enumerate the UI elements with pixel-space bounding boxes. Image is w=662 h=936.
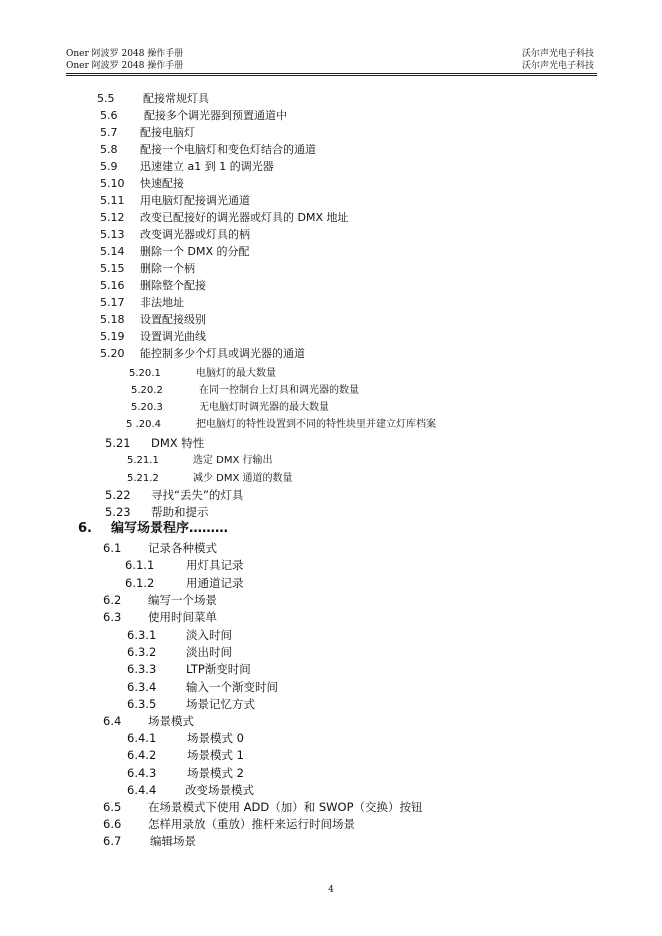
toc-entry-title: 删除一个 DMX 的分配 <box>140 245 250 258</box>
toc-entry-title: 设置调光曲线 <box>140 330 206 343</box>
toc-entry-number: 5.20.2 <box>131 385 163 396</box>
header-title: Oner 阿波罗 2048 操作手册 <box>66 61 184 71</box>
toc-entry-title: 配接多个调光器到预置通道中 <box>144 109 287 122</box>
toc-entry-title: 快速配接 <box>140 177 184 190</box>
header-title: Oner 阿波罗 2048 操作手册 <box>66 49 184 59</box>
toc-entry-number: 5.15 <box>100 262 125 275</box>
toc-entry-title: 无电脑灯时调光器的最大数量 <box>199 402 329 413</box>
toc-entry-number: 6.4.4 <box>127 783 157 797</box>
toc-entry-number: 5.12 <box>100 211 125 224</box>
toc-entry-title: 选定 DMX 行输出 <box>193 455 273 466</box>
toc-entry-number: 6.3.4 <box>127 680 157 694</box>
toc-entry-number: 6.6 <box>103 817 122 831</box>
toc-entry-title: 场景模式 2 <box>187 766 244 780</box>
toc-entry-title: 配接电脑灯 <box>140 126 195 139</box>
toc-entry-title: 场景模式 1 <box>187 748 244 762</box>
toc-entry-number: 5.17 <box>100 296 125 309</box>
toc-entry-title: 用电脑灯配接调光通道 <box>140 194 250 207</box>
toc-entry-title: 用灯具记录 <box>186 558 244 572</box>
toc-entry-title: 编辑场景 <box>150 834 196 848</box>
toc-entry-title: 把电脑灯的特性设置到不同的特性块里并建立灯库档案 <box>196 419 436 430</box>
page-number: 4 <box>328 885 334 895</box>
toc-entry-number: 5.20.3 <box>131 402 163 413</box>
toc-entry-title: 在同一控制台上灯具和调光器的数量 <box>199 385 359 396</box>
toc-entry-number: 6.2 <box>103 593 122 607</box>
toc-entry-title: 改变调光器或灯具的柄 <box>140 228 250 241</box>
toc-entry-title: 非法地址 <box>140 296 184 309</box>
toc-entry-title: 改变场景模式 <box>185 783 254 797</box>
toc-entry-number: 5.11 <box>100 194 125 207</box>
toc-entry-number: 6. <box>78 521 92 536</box>
toc-entry-number: 6.3.3 <box>127 662 157 676</box>
toc-entry-number: 5.5 <box>97 92 115 105</box>
toc-entry-number: 5.13 <box>100 228 125 241</box>
toc-entry-title: 编写一个场景 <box>148 593 217 607</box>
toc-entry-number: 6.4.1 <box>127 731 157 745</box>
toc-entry-title: 能控制多少个灯具或调光器的通道 <box>140 347 305 360</box>
toc-entry-number: 6.4.3 <box>127 766 157 780</box>
toc-entry-title: 用通道记录 <box>186 576 244 590</box>
toc-entry-number: 5.6 <box>100 109 118 122</box>
toc-entry-number: 6.3 <box>103 610 122 624</box>
toc-entry-title: 电脑灯的最大数量 <box>196 368 276 379</box>
toc-entry-number: 5.21 <box>105 436 131 450</box>
toc-entry-number: 5.21.1 <box>127 455 159 466</box>
toc-entry-number: 5.20 <box>100 347 125 360</box>
toc-entry-title: 寻找“丢失”的灯具 <box>151 488 244 502</box>
toc-entry-number: 5.20.1 <box>129 368 161 379</box>
toc-entry-number: 5.14 <box>100 245 125 258</box>
toc-entry-number: 5 .20.4 <box>126 419 161 430</box>
toc-entry-number: 5.7 <box>100 126 118 139</box>
toc-entry-number: 5.16 <box>100 279 125 292</box>
toc-entry-number: 5.10 <box>100 177 125 190</box>
toc-entry-number: 6.3.5 <box>127 697 157 711</box>
toc-entry-number: 6.5 <box>103 800 122 814</box>
toc-entry-number: 6.1.2 <box>125 576 155 590</box>
toc-entry-number: 5.22 <box>105 488 131 502</box>
toc-entry-title: 淡入时间 <box>186 628 232 642</box>
toc-entry-title: 怎样用录放（重放）推杆来运行时间场景 <box>148 817 355 831</box>
toc-entry-title: LTP渐变时间 <box>186 662 251 676</box>
header-company: 沃尔声光电子科技 <box>521 61 594 71</box>
toc-entry-title: 帮助和提示 <box>151 505 209 519</box>
toc-entry-title: 使用时间菜单 <box>148 610 217 624</box>
toc-entry-title: 淡出时间 <box>186 645 232 659</box>
header-company: 沃尔声光电子科技 <box>521 49 594 59</box>
toc-entry-title: 删除一个柄 <box>140 262 195 275</box>
toc-entry-number: 5.9 <box>100 160 118 173</box>
toc-entry-title: 输入一个渐变时间 <box>186 680 278 694</box>
toc-entry-title: 改变已配接好的调光器或灯具的 DMX 地址 <box>140 211 349 224</box>
toc-entry-number: 5.21.2 <box>127 473 159 484</box>
toc-entry-title: 减少 DMX 通道的数量 <box>193 473 293 484</box>
toc-entry-title: 配接常规灯具 <box>143 92 209 105</box>
toc-entry-title: DMX 特性 <box>151 436 205 450</box>
toc-entry-title: 迅速建立 a1 到 1 的调光器 <box>140 160 274 173</box>
toc-entry-title: 记录各种模式 <box>148 541 217 555</box>
toc-entry-number: 5.23 <box>105 505 131 519</box>
toc-entry-number: 6.4 <box>103 714 122 728</box>
toc-entry-number: 6.1.1 <box>125 558 155 572</box>
toc-entry-title: 设置配接级别 <box>140 313 206 326</box>
toc-entry-number: 5.18 <box>100 313 125 326</box>
toc-entry-number: 6.3.2 <box>127 645 157 659</box>
toc-entry-number: 5.19 <box>100 330 125 343</box>
toc-entry-title: 编写场景程序……… <box>111 521 229 536</box>
toc-entry-title: 场景模式 <box>148 714 194 728</box>
toc-entry-number: 6.7 <box>103 834 122 848</box>
toc-entry-title: 配接一个电脑灯和变色灯结合的通道 <box>140 143 316 156</box>
toc-entry-number: 6.3.1 <box>127 628 157 642</box>
toc-entry-title: 删除整个配接 <box>140 279 206 292</box>
toc-entry-title: 场景记忆方式 <box>186 697 255 711</box>
toc-entry-number: 6.1 <box>103 541 122 555</box>
toc-entry-title: 场景模式 0 <box>187 731 244 745</box>
toc-entry-title: 在场景模式下使用 ADD（加）和 SWOP（交换）按钮 <box>148 800 423 814</box>
toc-entry-number: 6.4.2 <box>127 748 157 762</box>
toc-entry-number: 5.8 <box>100 143 118 156</box>
